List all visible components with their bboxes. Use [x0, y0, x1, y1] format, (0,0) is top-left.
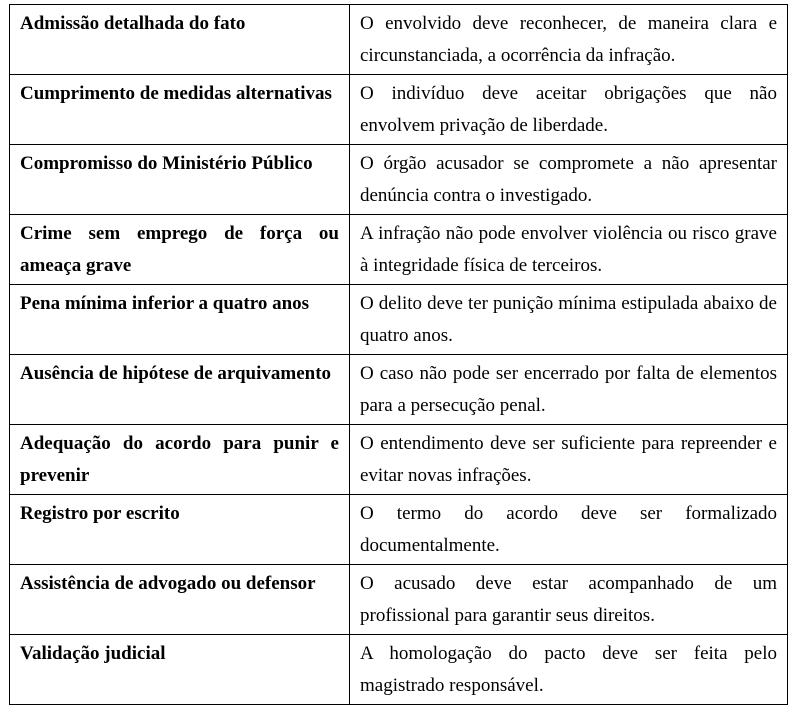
table-row	[10, 75, 788, 145]
requirement-description: O acusado deve estar acompanhado de um profissional para garantir seus direitos.	[350, 565, 788, 635]
requirement-term: Cumprimento de medidas alternativas	[10, 75, 350, 145]
table-row	[10, 5, 788, 75]
requirement-description: O órgão acusador se compromete a não apresentar denúncia contra o investigado.	[350, 145, 788, 215]
requirement-description: A infração não pode envolver violência ou risco grave à integridade física de terceiros.	[350, 215, 788, 285]
requirement-term: Ausência de hipótese de arquivamento	[10, 355, 350, 425]
table-row	[10, 285, 788, 355]
table-row	[10, 425, 788, 495]
table-row	[10, 635, 788, 705]
requirement-term: Assistência de advogado ou defensor	[10, 565, 350, 635]
requirement-description: O delito deve ter punição mínima estipulada abaixo de quatro anos.	[350, 285, 788, 355]
requirement-term: Crime sem emprego de força ou ameaça grave	[10, 215, 350, 285]
requirement-description: O envolvido deve reconhecer, de maneira clara e circunstanciada, a ocorrência da infração.	[350, 5, 788, 75]
requirement-term: Registro por escrito	[10, 495, 350, 565]
table-row	[10, 355, 788, 425]
requirement-description: O indivíduo deve aceitar obrigações que não envolvem privação de liberdade.	[350, 75, 788, 145]
requirement-description: O caso não pode ser encerrado por falta de elementos para a persecução penal.	[350, 355, 788, 425]
requirement-description: O entendimento deve ser suficiente para repreender e evitar novas infrações.	[350, 425, 788, 495]
table-row	[10, 215, 788, 285]
table-row	[10, 145, 788, 215]
requirement-description: O termo do acordo deve ser formalizado documentalmente.	[350, 495, 788, 565]
requirements-table	[9, 4, 788, 705]
requirement-term: Adequação do acordo para punir e prevenir	[10, 425, 350, 495]
requirement-term: Admissão detalhada do fato	[10, 5, 350, 75]
requirement-term: Validação judicial	[10, 635, 350, 705]
requirement-term: Pena mínima inferior a quatro anos	[10, 285, 350, 355]
table-row	[10, 495, 788, 565]
requirement-description: A homologação do pacto deve ser feita pelo magistrado responsável.	[350, 635, 788, 705]
requirement-term: Compromisso do Ministério Público	[10, 145, 350, 215]
table-row	[10, 565, 788, 635]
